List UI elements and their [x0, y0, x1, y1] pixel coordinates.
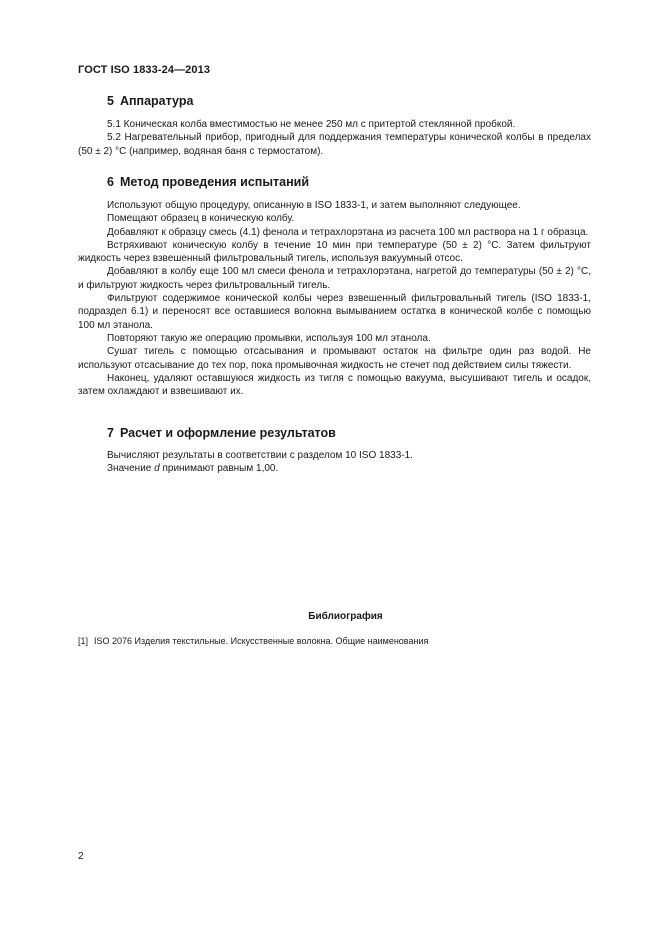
section-number: 6: [107, 175, 114, 189]
paragraph: Фильтруют содержимое конической колбы через взвешенный фильтровальный тигель (ISO 1833-1, подраздел 6.1) и переносят все оставшиеся волокна вымыванием остатка в конической колбе с помощью 100 мл этанола.: [78, 293, 591, 331]
section-title: Метод проведения испытаний: [119, 175, 310, 189]
document-header: ГОСТ ISO 1833-24—2013: [78, 64, 211, 76]
section-title: Аппаратура: [119, 94, 194, 108]
section-heading: [107, 426, 591, 441]
reference-text: ISO 2076 Изделия текстильные. Искусственные волокна. Общие наименования: [94, 636, 429, 646]
text-fragment: принимают равным 1,00.: [159, 463, 279, 475]
paragraph: Встряхивают коническую колбу в течение 10 мин при температуре (50 ± 2) °С. Затем фильтруют жидкость через взвешенный фильтровальный тигель, используя вакуумный отсос.: [78, 239, 591, 265]
paragraph: Добавляют к образцу смесь (4.1) фенола и тетрахлорэтана из расчета 100 мл раствора на 1 г образца.: [107, 226, 589, 238]
paragraph: Помещают образец в коническую колбу.: [107, 213, 295, 225]
paragraph: Наконец, удаляют оставшуюся жидкость из тигля с помощью вакуума, высушивают тигель и осадок, затем охлаждают и взвешивают их.: [78, 372, 591, 398]
section-calculation: [78, 426, 591, 476]
paragraph: Сушат тигель с помощью отсасывания и промывают остаток на фильтре один раз водой. Не используют отсасывание до тех пор, пока промывочная жидкость не стечет под действием силы тяжести.: [78, 346, 591, 371]
bibliography-item: [78, 636, 428, 646]
section-heading: [107, 175, 591, 190]
paragraph: 5.1 Коническая колба вместимостью не менее 250 мл с притертой стеклянной пробкой.: [107, 119, 516, 130]
section-number: 7: [107, 426, 114, 440]
paragraph: 5.2 Нагревательный прибор, пригодный для поддержания температуры конической колбы в пределах (50 ± 2) °С (например, водяная баня с термостатом).: [78, 132, 591, 157]
reference-number: [1]: [78, 636, 89, 646]
section-test-method: [78, 175, 591, 398]
paragraph: Вычисляют результаты в соответствии с разделом 10 ISO 1833-1.: [107, 450, 413, 461]
paragraph: Повторяют такую же операцию промывки, используя 100 мл этанола.: [107, 332, 431, 344]
page-number: 2: [78, 851, 84, 862]
section-apparatus: [78, 94, 591, 158]
section-number: 5: [107, 94, 114, 108]
paragraph: [78, 462, 591, 475]
section-title: Расчет и оформление результатов: [119, 426, 336, 440]
paragraph: Используют общую процедуру, описанную в ISO 1833-1, и затем выполняют следующее.: [107, 200, 521, 211]
paragraph: Добавляют в колбу еще 100 мл смеси фенола и тетрахлорэтана, нагретой до температуры (50 ± 2) °С, и фильтруют жидкость через фильтровальный тигель.: [78, 266, 591, 291]
text-fragment: Значение: [107, 463, 155, 475]
variable-d: d: [154, 463, 160, 475]
section-heading: [107, 94, 591, 109]
bibliography-title: Библиография: [308, 611, 383, 622]
